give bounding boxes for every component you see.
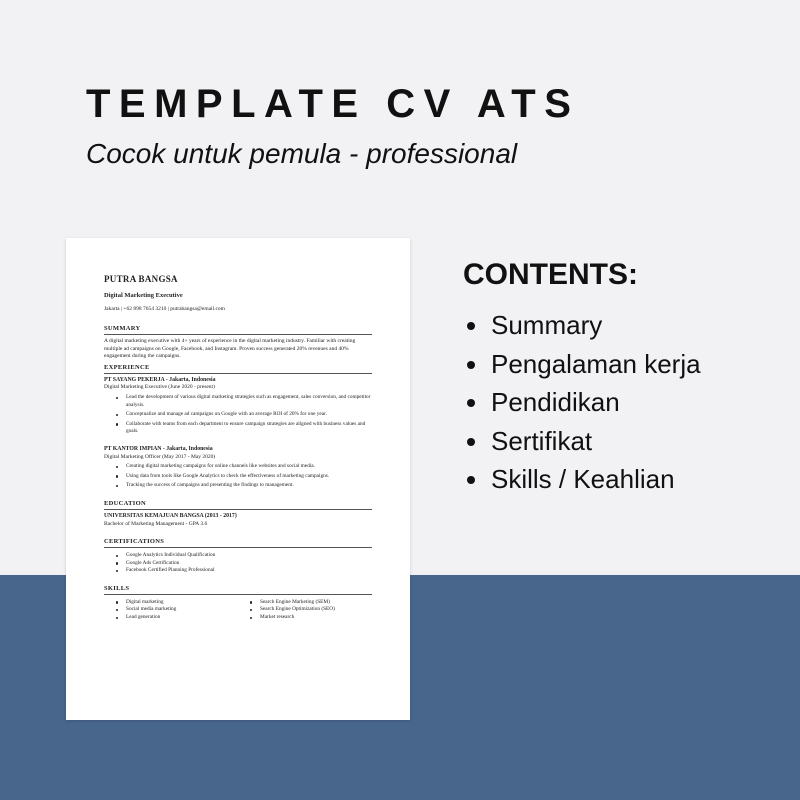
cv-job xyxy=(104,446,372,490)
cv-skill-item: Social media marketing xyxy=(124,606,238,614)
cv-certifications-list xyxy=(104,552,372,575)
cv-preview xyxy=(66,238,410,720)
cv-skills-grid xyxy=(104,599,372,622)
cv-skill-item: Search Engine Marketing (SEM) xyxy=(258,599,372,607)
cv-bullet: Conceptualize and manage ad campaigns on Google with an average ROI of 20% for one year. xyxy=(124,411,372,419)
cv-bullet: Collaborate with teams from each department to ensure campaign strategies are aligned with business values and goals. xyxy=(124,421,372,436)
page-subtitle: Cocok untuk pemula - professional xyxy=(86,138,518,169)
cv-skill-item: Lead generation xyxy=(124,614,238,622)
cv-job-company: PT KANTOR IMPIAN - Jakarta, Indonesia xyxy=(104,445,213,452)
cv-education-title: EDUCATION xyxy=(104,500,372,510)
cv-job-bullets xyxy=(104,394,372,436)
cv-summary-title: SUMMARY xyxy=(104,325,372,335)
cv-job xyxy=(104,377,372,436)
cv-certification-item: Google Analytics Individual Qualification xyxy=(124,552,372,560)
cv-summary-text: A digital marketing executive with 4+ years of experience in the digital marketing industry. Familiar with creating multiple ad campaigns on Google, Facebook, and Instagram. Proven success generated 20% revenues and 40% engagement during the campaigns. xyxy=(104,338,356,360)
cv-skills-right xyxy=(238,599,372,622)
cv-content xyxy=(104,274,372,622)
cv-education-degree: Bachelor of Marketing Management - GPA 3.6 xyxy=(104,520,208,527)
cv-bullet: Using data from tools like Google Analytics to check the effectiveness of marketing campaigns. xyxy=(124,473,372,481)
contents-item-certificates: Sertifikat xyxy=(463,422,701,461)
cv-job-company: PT SAYANG PEKERJA - Jakarta, Indonesia xyxy=(104,376,216,383)
cv-certification-item: Google Ads Certification xyxy=(124,560,372,568)
contents-item-summary: Summary xyxy=(463,306,701,345)
cv-bullet: Creating digital marketing campaigns for online channels like websites and social media. xyxy=(124,463,372,471)
cv-job-position: Digital Marketing Officer (May 2017 - May 2020) xyxy=(104,453,216,460)
cv-job-bullets xyxy=(104,463,372,490)
cv-bullet: Lead the development of various digital marketing strategies such as engagement, sales conversion, and competitor analysis. xyxy=(126,393,371,408)
cv-skills-title: SKILLS xyxy=(104,585,372,595)
cv-bullet: Tracking the success of campaigns and presenting the findings to management. xyxy=(124,482,372,490)
cv-education-school: UNIVERSITAS KEMAJUAN BANGSA (2013 - 2017) xyxy=(104,512,237,519)
contents-heading: CONTENTS: xyxy=(463,258,638,291)
contents-list xyxy=(463,306,701,499)
cv-contact: Jakarta | +62 898 7654 3210 | putrabangsa@email.com xyxy=(104,306,225,312)
cv-experience-title: EXPERIENCE xyxy=(104,364,372,374)
cv-certification-item: Facebook Certified Planning Professional xyxy=(124,567,372,575)
contents-item-experience: Pengalaman kerja xyxy=(463,345,701,384)
cv-skill-item: Search Engine Optimization (SEO) xyxy=(258,606,372,614)
contents-item-skills: Skills / Keahlian xyxy=(463,460,701,499)
cv-skill-item: Market research xyxy=(258,614,372,622)
contents-item-education: Pendidikan xyxy=(463,383,701,422)
cv-role: Digital Marketing Executive xyxy=(104,292,183,299)
cv-skills-left xyxy=(104,599,238,622)
cv-name: PUTRA BANGSA xyxy=(104,274,178,284)
cv-certifications-title: CERTIFICATIONS xyxy=(104,538,372,548)
page-title: TEMPLATE CV ATS xyxy=(86,82,580,126)
cv-job-position: Digital Marketing Executive (June 2020 - present) xyxy=(104,384,215,391)
cv-skill-item: Digital marketing xyxy=(124,599,238,607)
